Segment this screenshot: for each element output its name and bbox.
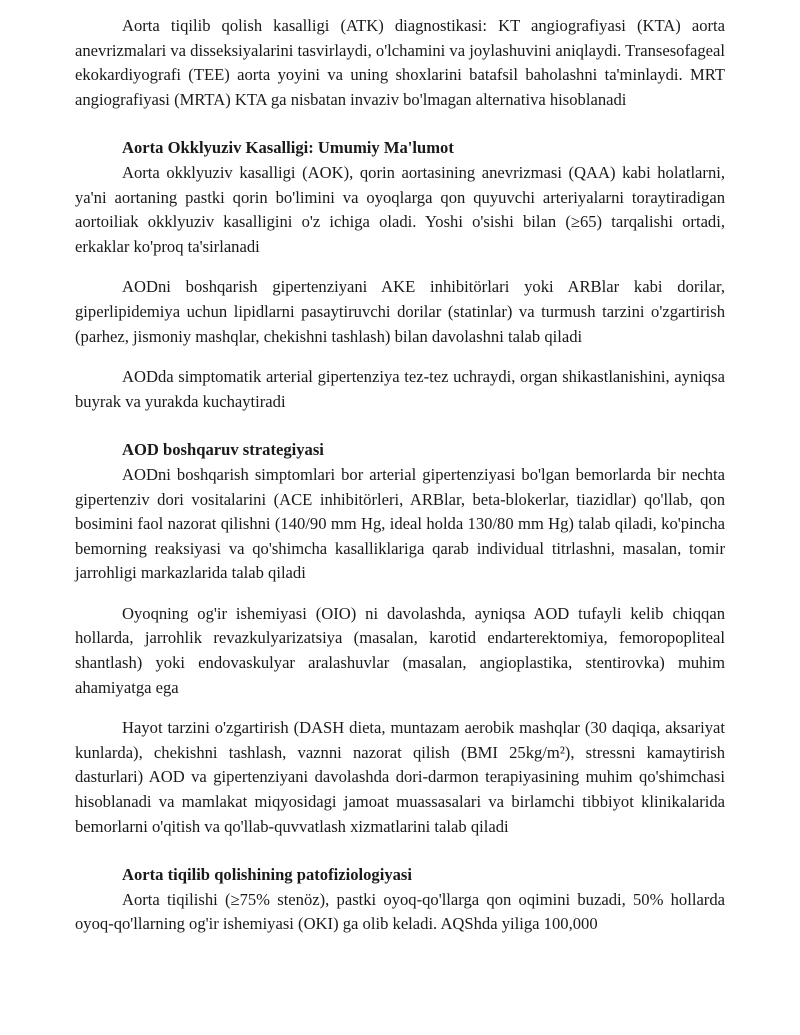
paragraph-pathophysiology: Aorta tiqilishi (≥75% stenöz), pastki oyoq-qo'llarga qon oqimini buzadi, 50% hollarda oyoq-qo'llarning og'ir ishemiyasi (OKI) ga olib keladi. AQShda yiliga 100,000 — [75, 889, 725, 934]
paragraph-lifestyle: Hayot tarzini o'zgartirish (DASH dieta, muntazam aerobik mashqlar (30 daqiqa, aksariyat kunlarda), chekishni tashlash, vaznni nazorat qilish (BMI 25kg/m²), stressni kamaytirish dasturlari) AOD va gipertenziyani davolashda dori-darmon terapiyasining muhim qo'shimchasi hisoblanadi va mamlakat miqyosidagi jamoat muassasalari va birlamchi tibbiyot klinikalarida bemorlarni o'qitish va qo'llab-quvvatlash xizmatlarini talab qiladi — [75, 718, 725, 836]
paragraph-aod-management: AODni boshqarish gipertenziyani AKE inhibitörlari yoki ARBlar kabi dorilar, giperlipidemiya uchun lipidlarni pasaytiruvchi dorilar (statinlar) va turmush tarzini o'zgartirish (parhez, jismoniy mashqlar, chekishni tashlash) bilan davolashni talab qiladi — [75, 277, 725, 346]
heading-aok-overview: Aorta Okklyuziv Kasalligi: Umumiy Ma'lumot — [122, 138, 454, 158]
paragraph-atk-diagnostics: Aorta tiqilib qolish kasalligi (ATK) diagnostikasi: KT angiografiyasi (KTA) aorta anevrizmalari va disseksiyalarini tasvirlaydi, o'lchamini va joylashuvini aniqlaydi. Transesofageal ekokardiyografi (TEE) aorta yoyini va uning shoxlarini batafsil baholashni ta'minlaydi. MRT angiografiyasi (MRTA) KTA ga nisbatan invaziv bo'lmagan alternativa hisoblanadi — [75, 16, 725, 109]
paragraph-aok-definition: Aorta okklyuziv kasalligi (AOK), qorin aortasining anevrizmasi (QAA) kabi holatlarni, ya'ni aortaning pastki qorin bo'limini va oyoqlarga qon quyuvchi arteriyalarni toraytiradigan aortoiliak okklyuziv kasalligini o'z ichiga oladi. Yoshi o'sishi bilan (≥65) tarqalishi ortadi, erkaklar ko'proq ta'sirlanadi — [75, 162, 725, 256]
heading-aod-strategy: AOD boshqaruv strategiyasi — [122, 440, 324, 460]
heading-pathophysiology: Aorta tiqilib qolishining patofiziologiyasi — [122, 865, 412, 885]
paragraph-aod-hypertension: AODda simptomatik arterial gipertenziya tez-tez uchraydi, organ shikastlanishini, ayniqsa buyrak va yurakda kuchaytiradi — [75, 367, 725, 411]
paragraph-oio-treatment: Oyoqning og'ir ishemiyasi (OIO) ni davolashda, ayniqsa AOD tufayli kelib chiqqan hollarda, jarrohlik revazkulyarizatsiya (masalan, karotid endarterektomiya, femoropopliteal shantlash) yoki endovaskulyar aralashuvlar (masalan, angioplastika, stentirovka) muhim ahamiyatga ega — [75, 603, 725, 697]
paragraph-aod-strategy: AODni boshqarish simptomlari bor arterial gipertenziyasi bo'lgan bemorlarda bir nechta gipertenziv dori vositalarini (ACE inhibitörleri, ARBlar, beta-blokerlar, tiazidlar) qo'llab, qon bosimini faol nazorat qilishni (140/90 mm Hg, ideal holda 130/80 mm Hg) talab qiladi, ko'pincha bemorning reaksiyasi va qo'shimcha kasalliklariga qarab individual titrlashni, masalan, tomir jarrohligi markazlarida talab qiladi — [75, 464, 725, 583]
